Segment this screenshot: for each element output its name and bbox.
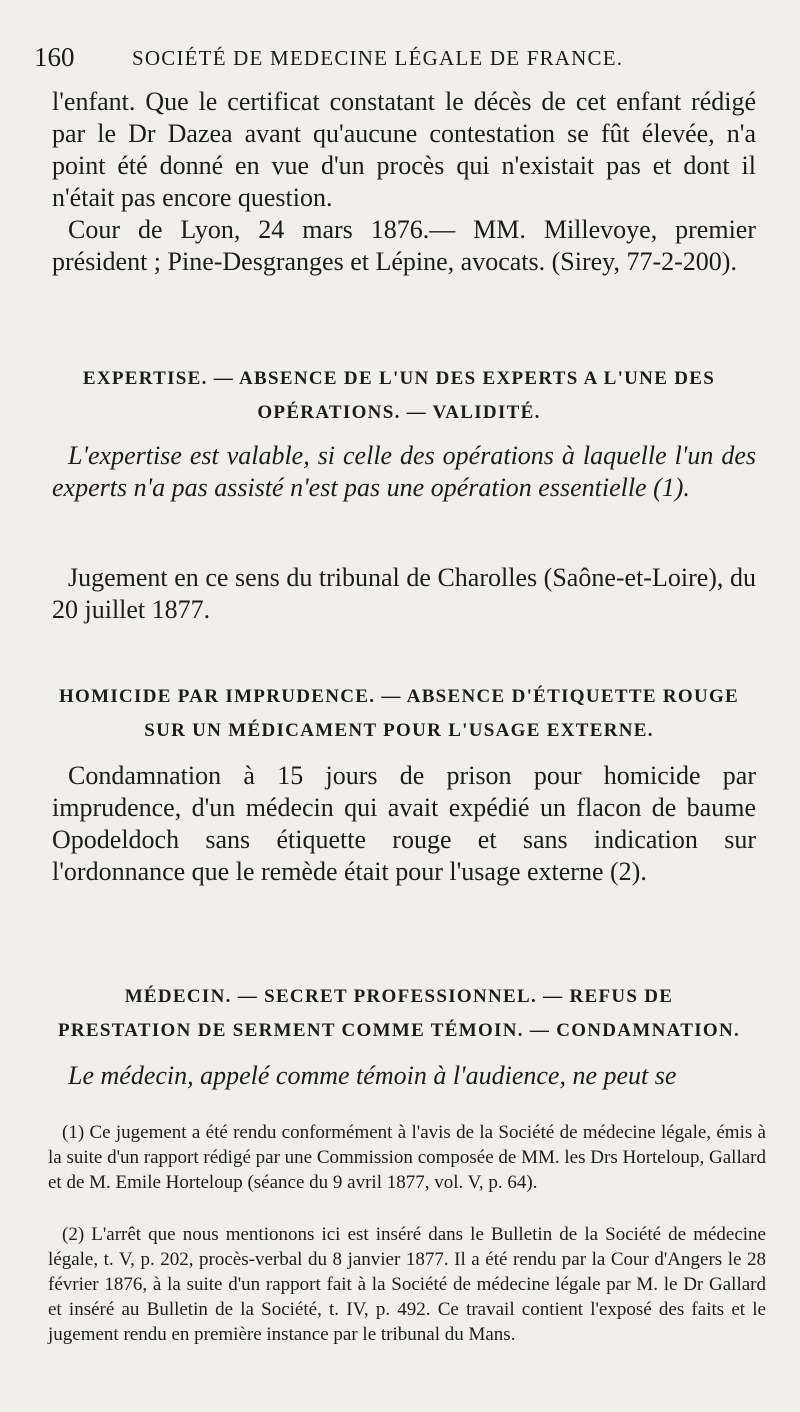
page-number: 160 bbox=[34, 42, 75, 72]
heading-medecin: MÉDECIN. — SECRET PROFESSIONNEL. — REFUS DE PRESTATION DE SERMENT COMME TÉMOIN. — CONDAMNATION. bbox=[57, 986, 741, 1041]
running-title: SOCIÉTÉ DE MEDECINE LÉGALE DE FRANCE. bbox=[132, 46, 624, 70]
paragraph-condamnation: Condamnation à 15 jours de prison pour homicide par imprudence, d'un médecin qui avait expédié un flacon de baume Opodeldoch sans étiquette rouge et sans indication sur l'ordonnance que le remède était pour l'usage externe (2). bbox=[52, 761, 756, 886]
paragraph-expertise-rule: L'expertise est valable, si celle des opérations à laquelle l'un des experts n'a pas assisté n'est pas une opération essentielle (1). bbox=[52, 441, 756, 502]
footnote-1: (1) Ce jugement a été rendu conformément à l'avis de la Société de médecine légale, émis à la suite d'un rapport rédigé par une Commission composée de MM. les Drs Horteloup, Gallard et de M. Emile Horteloup (séance du 9 avril 1877, vol. V, p. 64). bbox=[48, 1122, 766, 1193]
heading-expertise: EXPERTISE. — ABSENCE DE L'UN DES EXPERTS A L'UNE DES OPÉRATIONS. — VALIDITÉ. bbox=[82, 368, 716, 423]
paragraph-medecin-temoin: Le médecin, appelé comme témoin à l'audience, ne peut se bbox=[68, 1061, 677, 1090]
paragraph-continuation: l'enfant. Que le certificat constatant le décès de cet enfant rédigé par le Dr Dazea avant qu'aucune contestation se fût élevée, n'a point été donné en vue d'un procès qui n'existait pas et dont il n'était pas encore question. bbox=[52, 87, 756, 212]
page-header bbox=[34, 42, 754, 76]
footnote-2: (2) L'arrêt que nous mentionons ici est inséré dans le Bulletin de la Société de médecine légale, t. V, p. 202, procès-verbal du 8 janvier 1877. Il a été rendu par la Cour d'Angers le 28 février 1876, à la suite d'un rapport fait à la Société de médecine légale par M. le Dr Gallard et inséré au Bulletin de la Société, t. IV, p. 492. Ce travail contient l'exposé des faits et le jugement rendu en première instance par le tribunal du Mans. bbox=[48, 1224, 766, 1345]
paragraph-charolles: Jugement en ce sens du tribunal de Charolles (Saône-et-Loire), du 20 juillet 1877. bbox=[52, 563, 756, 624]
paragraph-court-lyon: Cour de Lyon, 24 mars 1876.— MM. Millevoye, premier président ; Pine-Desgranges et Lépine, avocats. (Sirey, 77-2-200). bbox=[52, 215, 756, 276]
heading-homicide: HOMICIDE PAR IMPRUDENCE. — ABSENCE D'ÉTIQUETTE ROUGE SUR UN MÉDICAMENT POUR L'USAGE EXTERNE. bbox=[58, 686, 740, 741]
